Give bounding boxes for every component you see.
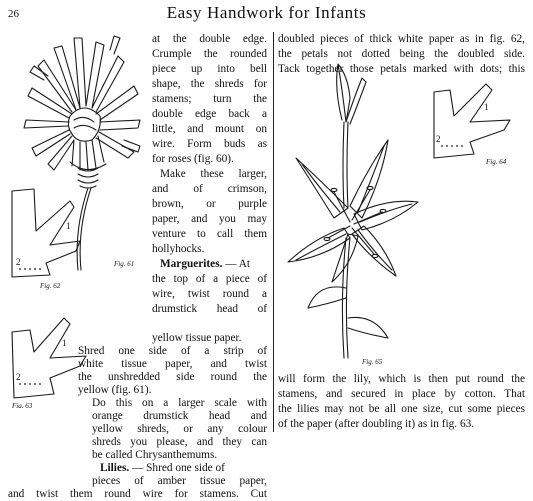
text-line: shreds you please, and they can [92,436,267,448]
text-line: yellow shreds, or any colour [92,423,267,435]
fig-64-caption: Fig. 64 [486,158,507,166]
fig-65-caption: Fig. 65 [362,358,383,366]
text-line: and twist them round wire for stamens. Cut [8,488,267,500]
fig-62-caption: Fig. 62 [40,282,61,290]
text-line: double edge back a [152,108,267,120]
petal-mark-1-right: 1 [484,102,489,112]
fig-64-illustration [424,80,528,172]
text-line: the unshredded side round the [78,371,267,383]
text-line: Crumple the rounded [152,48,267,60]
text-line: of the paper (after doubling it) as in fig. 63. [278,418,475,430]
text-line: yellow tissue paper. [152,332,242,344]
text-line: orange drumstick head and [92,410,267,422]
text-line: venture to call them [152,228,267,240]
petal-mark-1-small: 1 [62,338,67,348]
text-line: and of crimson, [152,183,267,195]
page-number: 26 [8,8,19,20]
text-line: Tack together those petals marked with dots; this [278,63,525,75]
text-line: paper, and you may [152,213,267,225]
marguerites-heading: Marguerites. [160,258,223,270]
petal-mark-2: 2 [16,257,21,267]
text-line: the petals not dotted being the doubled side. [278,48,525,60]
text-line: yellow (fig. 61). [78,384,152,396]
text-line: stamens, and secured in place by cotton. That [278,388,525,400]
text-line: at the double edge. [152,33,267,45]
fig-63-caption: Fig. 63 [12,402,33,408]
fig-62-illustration [6,185,84,290]
text-line: little, and mount on [152,123,267,135]
petal-mark-1: 1 [66,221,71,231]
petal-mark-2-small: 2 [16,372,21,382]
lilies-heading: Lilies. [100,462,130,474]
text-line: drumstick head of [152,303,267,315]
text-line: brown, or purple [152,198,267,210]
running-head: Easy Handwork for Infants [166,3,367,22]
text-line: hollyhocks. [152,243,205,255]
text-line: the lilies may not be all one size, cut some pieces [278,403,525,415]
text-line: pieces of amber tissue paper, [92,475,267,487]
text-line: Make these larger, [160,168,267,180]
text-line: piece up into bell [152,63,267,75]
text-line: for roses (fig. 60). [152,153,234,165]
text-line: white tissue paper, and twist [78,358,267,370]
text-line: wire, twist round a [152,288,267,300]
fig-61-caption: Fig. 61 [114,260,135,268]
text-line: will form the lily, which is then put round the [278,373,525,385]
text-line: Shred one side of a strip of [78,345,267,357]
text-fragment: — At [222,258,251,270]
text-line: Do this on a larger scale with [92,397,267,409]
petal-mark-2-right: 2 [436,134,441,144]
marguerites-line [160,257,267,272]
fig-65-illustration [278,58,423,368]
text-line: doubled pieces of thick white paper as in fig. 62, [278,33,525,45]
text-line: wire. Form buds as [152,138,267,150]
text-line: shape, the shreds for [152,78,267,90]
column-rule [273,32,274,432]
text-fragment: — Shred one side of [129,462,225,474]
lilies-line [100,462,267,475]
text-line: be called Chrysanthemums. [92,449,218,461]
text-line: the top of a piece of [152,273,267,285]
text-line: stamens; turn the [152,93,267,105]
